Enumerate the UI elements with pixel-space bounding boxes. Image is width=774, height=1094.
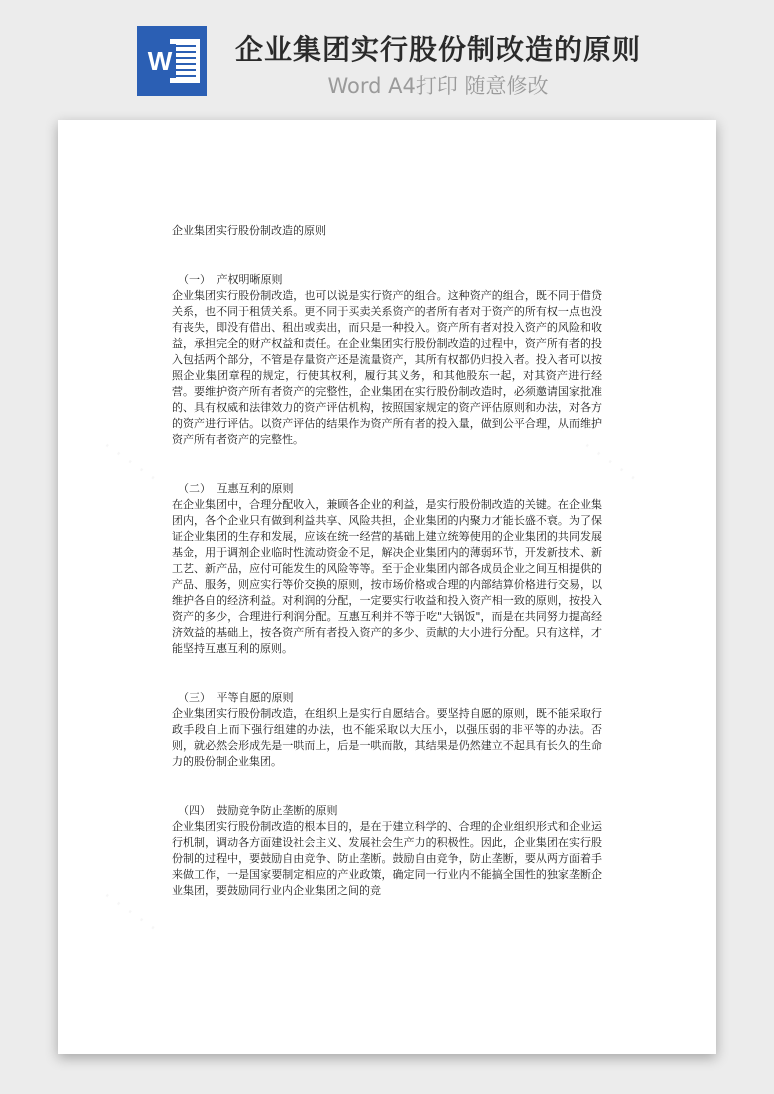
banner-title: 企业集团实行股份制改造的原则	[234, 33, 641, 66]
section-1	[172, 272, 602, 448]
word-document-icon	[137, 26, 207, 96]
section-heading: （一） 产权明晰原则	[178, 273, 283, 286]
section-paragraph: 企业集团实行股份制改造，在组织上是实行自愿结合。要坚持自愿的原则，既不能采取行政手段自上而下强行组建的办法，也不能采取以大压小，以强压弱的非平等的办法。否则，就必然会形成先是一哄而上，后是一哄而散，其结果是仍然建立不起具有长久的生命力的股份制企业集团。	[172, 707, 602, 768]
watermark	[97, 434, 163, 491]
document-page	[58, 120, 716, 1054]
section-paragraph: 企业集团实行股份制改造的根本目的，是在于建立科学的、合理的企业组织形式和企业运行机制，调动各方面建设社会主义、发展社会生产力的积极性。因此，企业集团在实行股份制的过程中，要鼓励自由竞争、防止垄断。鼓励自由竞争，防止垄断，要从两方面着手来做工作，一是国家要制定相应的产业政策，确定同一行业内不能搞全国性的独家垄断企业集团，要鼓励同行业内企业集团之间的竞	[172, 820, 602, 897]
section-paragraph: 企业集团实行股份制改造，也可以说是实行资产的组合。这种资产的组合，既不同于借贷关系，也不同于租赁关系。更不同于买卖关系资产的者所有者对于资产的所有权一点也没有丧失，即没有借出、租出或卖出，而只是一种投入。资产所有者对投入资产的风险和收益，承担完全的财产权益和责任。在企业集团实行股份制改造的过程中，资产所有者的投入包括两个部分，不管是存量资产还是流量资产，其所有权都仍归投入者。投入者可以按照企业集团章程的规定，行使其权利，履行其义务，和其他股东一起，对其资产进行经营。要维护资产所有者资产的完整性，企业集团在实行股份制改造时，必须邀请国家批准的、具有权威和法律效力的资产评估机构，按照国家规定的资产评估原则和办法，对各方的资产进行评估。以资产评估的结果作为资产所有者的投入量，做到公平合理，从而维护资产所有者资产的完整性。	[172, 289, 602, 446]
word-icon-letter: W	[147, 46, 173, 76]
section-heading: （二） 互惠互利的原则	[178, 482, 294, 495]
section-2	[172, 481, 602, 657]
banner-subtitle: Word A4打印 随意修改	[327, 74, 549, 98]
section-3	[172, 690, 602, 770]
document-body	[172, 223, 602, 932]
section-paragraph: 在企业集团中，合理分配收入，兼顾各企业的利益，是实行股份制改造的关键。在企业集团内，各个企业只有做到利益共享、风险共担，企业集团的内聚力才能长盛不衰。为了保证企业集团的生存和发展，应该在统一经营的基础上建立统筹使用的企业集团的共同发展基金，用于调剂企业临时性流动资金不足，解决企业集团内的薄弱环节，开发新技术、新工艺、新产品，应付可能发生的风险等等。至于企业集团内部各成员企业之间互相提供的产品、服务，则应实行等价交换的原则，按市场价格或合理的内部结算价格进行交易，以维护各自的经济利益。对利润的分配，一定要实行收益和投入资产相一致的原则，按投入资产的多少，合理进行利润分配。互惠互利并不等于吃"大锅饭"，而是在共同努力提高经济效益的基础上，按各资产所有者投入资产的多少、贡献的大小进行分配。只有这样，才能坚持互惠互利的原则。	[172, 498, 602, 655]
section-heading: （四） 鼓励竞争防止垄断的原则	[178, 804, 338, 817]
section-heading: （三） 平等自愿的原则	[178, 691, 294, 704]
document-title: 企业集团实行股份制改造的原则	[172, 224, 326, 237]
watermark	[97, 884, 163, 941]
section-4	[172, 803, 602, 899]
promo-banner	[0, 0, 774, 112]
